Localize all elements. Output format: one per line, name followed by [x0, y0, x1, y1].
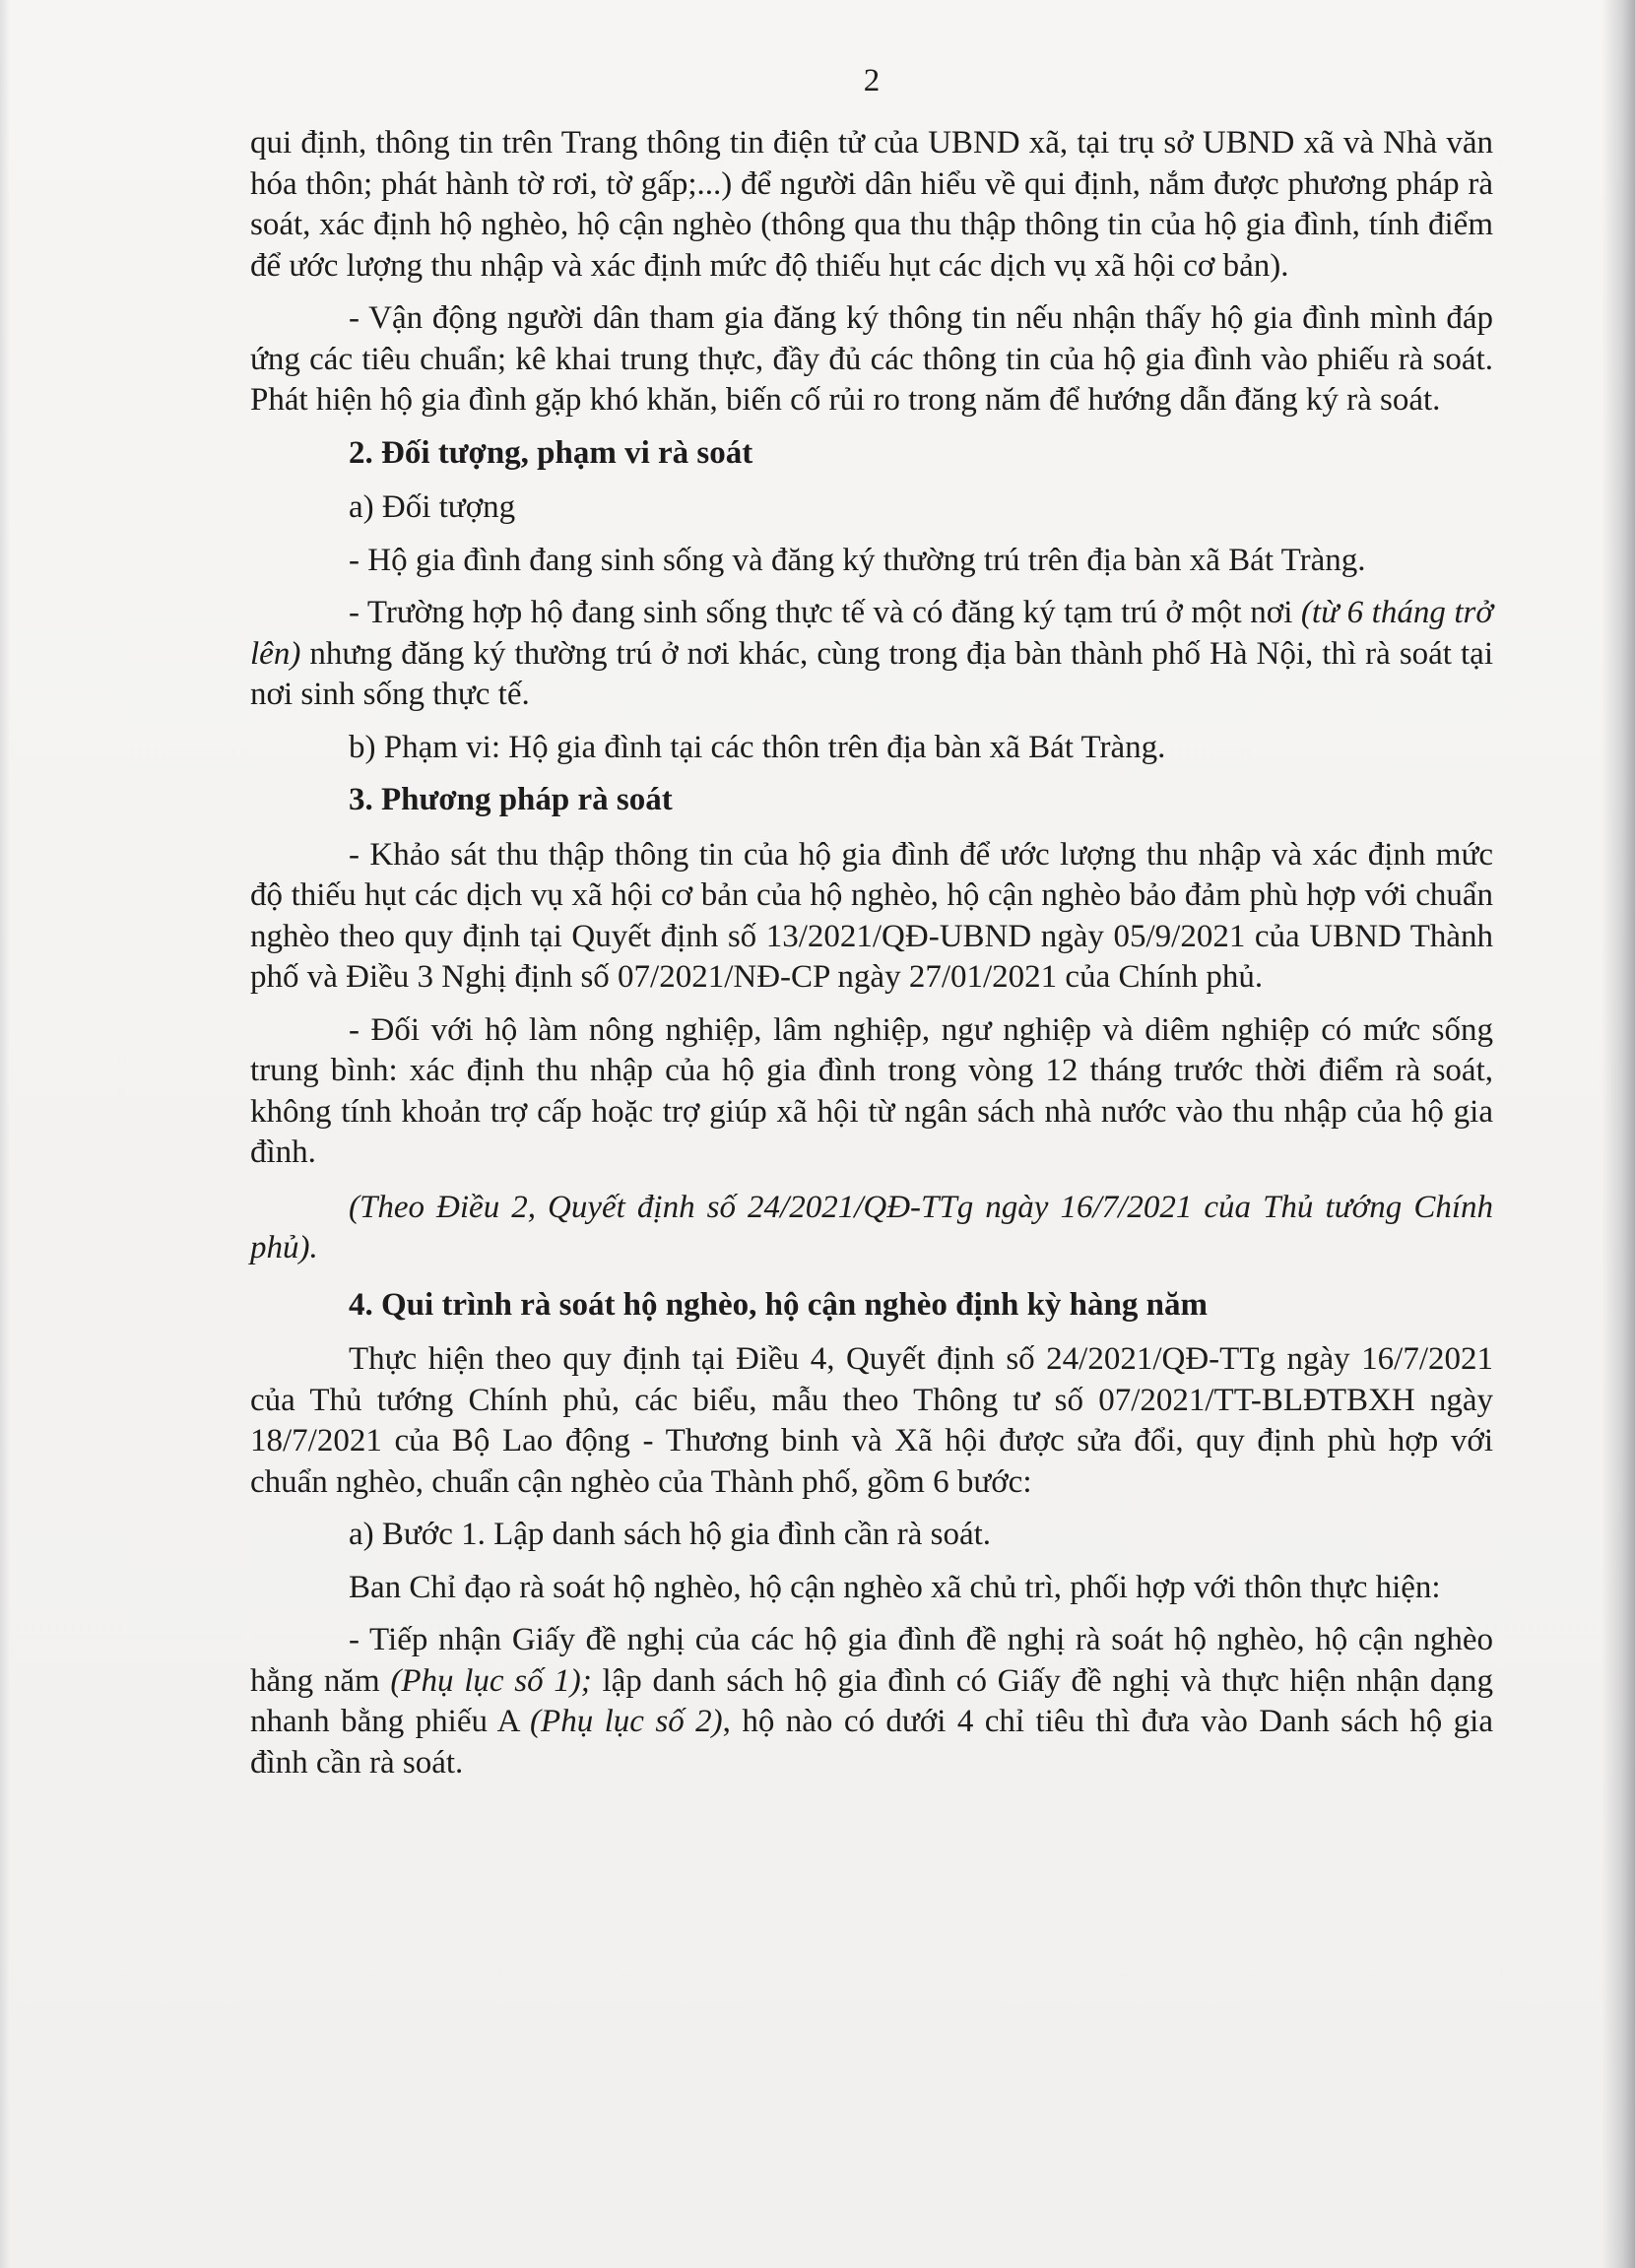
paragraph-procedure: Thực hiện theo quy định tại Điều 4, Quyết định số 24/2021/QĐ-TTg ngày 16/7/2021 của Thủ tướng Chính phủ, các biểu, mẫu theo Thông tư số 07/2021/TT-BLĐTBXH ngày 18/7/2021 của Bộ Lao động - Thương binh và Xã hội được sửa đổi, quy định phù hợp với chuẩn nghèo, chuẩn cận nghèo của Thành phố, gồm 6 bước: — [250, 1341, 1493, 1500]
paragraph-method-agriculture: - Đối với hộ làm nông nghiệp, lâm nghiệp, ngư nghiệp và diêm nghiệp có mức sống trung bình: xác định thu nhập của hộ gia đình trong vòng 12 tháng trước thời điểm rà soát, không tính khoản trợ cấp hoặc trợ giúp xã hội từ ngân sách nhà nước vào thu nhập của hộ gia đình. — [250, 1011, 1493, 1170]
paragraph-steering-committee: Ban Chỉ đạo rà soát hộ nghèo, hộ cận nghèo xã chủ trì, phối hợp với thôn thực hiện: — [349, 1569, 1441, 1605]
text-span: - Trường hợp hộ đang sinh sống thực tế và có đăng ký tạm trú ở một nơi — [349, 595, 1301, 630]
text-span: - Tiếp nhận Giấy đề nghị của các hộ gia đình đề nghị rà soát hộ nghèo, hộ cận nghèo hằng năm — [250, 1622, 1493, 1699]
text-italic-span: (từ 6 tháng trở lên) — [250, 595, 1493, 672]
text-italic-span: (Phụ lục số 1); — [390, 1662, 592, 1699]
text-span: nhưng đăng ký thường trú ở nơi khác, cùng trong địa bàn thành phố Hà Nội, thì rà soát tại nơi sinh sống thực tế. — [250, 635, 1493, 712]
paragraph-scope: b) Phạm vi: Hộ gia đình tại các thôn trên địa bàn xã Bát Tràng. — [349, 729, 1166, 765]
scan-shadow-right — [1602, 0, 1635, 2268]
citation-note: (Theo Điều 2, Quyết định số 24/2021/QĐ-TTg ngày 16/7/2021 của Thủ tướng Chính phủ). — [250, 1189, 1493, 1265]
paragraph-receive-requests — [250, 1620, 1493, 1783]
text-italic-span: (Phụ lục số 2) — [530, 1704, 723, 1739]
paragraph-subjects-temporary — [250, 593, 1493, 716]
text-span: lập danh sách hộ gia đình có Giấy đề nghị và thực hiện nhận dạng nhanh bằng phiếu A — [250, 1662, 1493, 1739]
heading-section-3: 3. Phương pháp rà soát — [349, 782, 673, 817]
page-number: 2 — [863, 63, 881, 98]
paragraph-mobilize: - Vận động người dân tham gia đăng ký thông tin nếu nhận thấy hộ gia đình mình đáp ứng các tiêu chuẩn; kê khai trung thực, đầy đủ các thông tin của hộ gia đình vào phiếu rà soát. Phát hiện hộ gia đình gặp khó khăn, biến cố rủi ro trong năm để hướng dẫn đăng ký rà soát. — [250, 300, 1493, 418]
paragraph-method-survey: - Khảo sát thu thập thông tin của hộ gia đình để ước lượng thu nhập và xác định mức độ thiếu hụt các dịch vụ xã hội cơ bản của hộ nghèo, hộ cận nghèo bảo đảm phù hợp với chuẩn nghèo theo quy định tại Quyết định số 13/2021/QĐ-UBND ngày 05/9/2021 của UBND Thành phố và Điều 3 Nghị định số 07/2021/NĐ-CP ngày 27/01/2021 của Chính phủ. — [250, 836, 1493, 995]
paragraph-step-1: a) Bước 1. Lập danh sách hộ gia đình cần rà soát. — [349, 1517, 992, 1552]
subheading-subjects: a) Đối tượng — [349, 489, 516, 525]
text-span: , hộ nào có dưới 4 chỉ tiêu thì đưa vào Danh sách hộ gia đình cần rà soát. — [250, 1704, 1493, 1781]
document-body — [250, 61, 1493, 1795]
paragraph-intro-continued: qui định, thông tin trên Trang thông tin điện tử của UBND xã, tại trụ sở UBND xã và Nhà văn hóa thôn; phát hành tờ rơi, tờ gấp;...) để người dân hiểu về qui định, nắm được phương pháp rà soát, xác định hộ nghèo, hộ cận nghèo (thông qua thu thập thông tin của hộ gia đình, tính điểm để ước lượng thu nhập và xác định mức độ thiếu hụt các dịch vụ xã hội cơ bản). — [250, 125, 1493, 284]
heading-section-4: 4. Qui trình rà soát hộ nghèo, hộ cận nghèo định kỳ hàng năm — [349, 1286, 1208, 1323]
paragraph-subjects-resident: - Hộ gia đình đang sinh sống và đăng ký thường trú trên địa bàn xã Bát Tràng. — [349, 542, 1366, 578]
heading-section-2: 2. Đối tượng, phạm vi rà soát — [349, 434, 753, 471]
scan-shadow-left — [0, 0, 10, 2268]
